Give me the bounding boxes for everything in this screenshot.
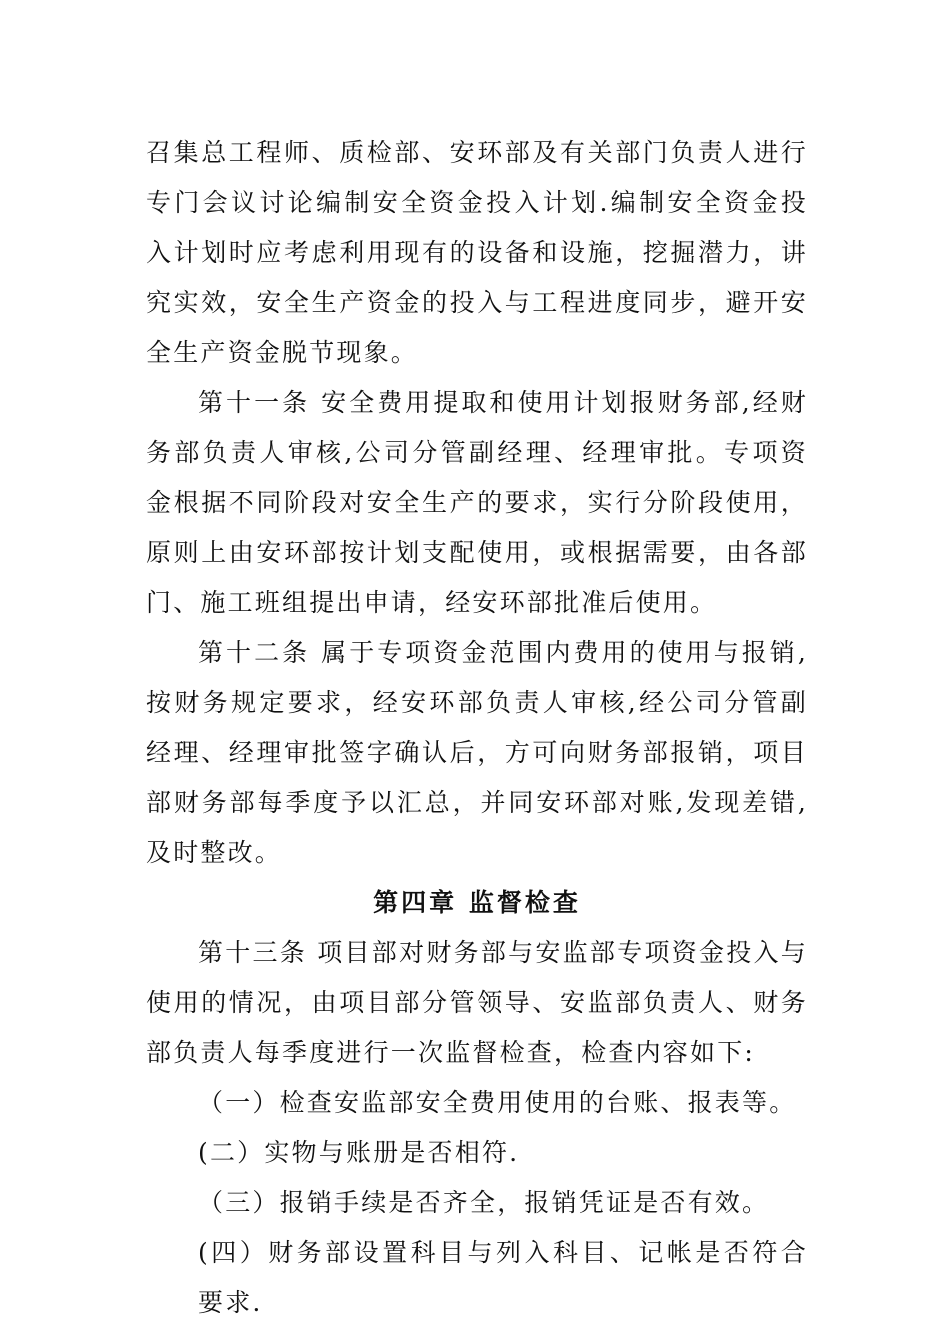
article-11: 第十一条 安全费用提取和使用计划报财务部,经财务部负责人审核,公司分管副经理、经理审批。专项资金根据不同阶段对安全生产的要求，实行分阶段使用，原则上由安环部按计划支配使用，或根据需要，由各部门、施工班组提出申请，经安环部批准后使用。	[146, 388, 808, 617]
chapter-heading: 第四章 监督检查	[373, 888, 581, 917]
article-12: 第十二条 属于专项资金范围内费用的使用与报销,按财务规定要求，经安环部负责人审核,经公司分管副经理、经理审批签字确认后，方可向财务部报销，项目部财务部每季度予以汇总，并同安环部对账,发现差错,及时整改。	[146, 638, 808, 867]
paragraph-budget-planning: 召集总工程师、质检部、安环部及有关部门负责人进行专门会议讨论编制安全资金投入计划.编制安全资金投入计划时应考虑利用现有的设备和设施，挖掘潜力，讲究实效，安全生产资金的投入与工程进度同步，避开安全生产资金脱节现象。	[146, 138, 808, 367]
article-13: 第十三条 项目部对财务部与安监部专项资金投入与使用的情况，由项目部分管领导、安监部负责人、财务部负责人每季度进行一次监督检查，检查内容如下:	[146, 938, 808, 1067]
check-item-3: （三）报销手续是否齐全，报销凭证是否有效。	[198, 1188, 770, 1217]
check-item-1: （一）检查安监部安全费用使用的台账、报表等。	[198, 1088, 797, 1117]
check-item-2: (二）实物与账册是否相符.	[198, 1138, 520, 1167]
document-body	[146, 128, 808, 1328]
check-item-4: (四）财务部设置科目与列入科目、记帐是否符合要求.	[198, 1238, 808, 1317]
